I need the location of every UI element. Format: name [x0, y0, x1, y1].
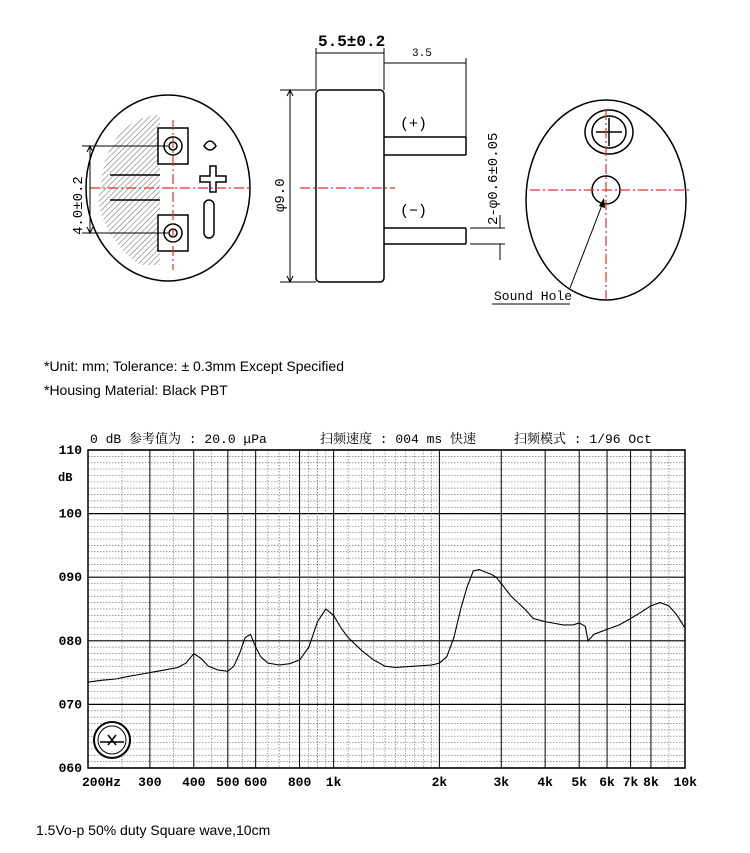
dim-width-label: 5.5±0.2 [318, 33, 386, 51]
x-tick-label: 200Hz [82, 775, 122, 790]
chart-grid [88, 450, 685, 768]
y-unit-label: dB [58, 471, 73, 485]
response-curve [88, 570, 685, 683]
y-tick-labels [59, 443, 83, 776]
chart-series [88, 570, 685, 683]
y-tick-label: 110 [58, 443, 82, 458]
side-view [316, 90, 466, 282]
cry-sound-logo [94, 722, 130, 758]
mechanical-drawing [0, 0, 750, 340]
test-condition-note: 1.5Vo-p 50% duty Square wave,10cm [36, 822, 271, 838]
chart-header-mode: 扫频模式 : 1/96 Oct [514, 432, 652, 447]
x-tick-label: 8k [643, 775, 659, 790]
y-tick-label: 100 [58, 506, 82, 522]
x-tick-labels [82, 775, 697, 790]
chart-header-ref: 0 dB 参考值为 : 20.0 μPa [90, 432, 267, 447]
x-tick-label: 2k [431, 775, 448, 790]
x-tick-label: 5k [571, 775, 588, 790]
y-tick-label: 090 [58, 570, 82, 586]
y-tick-label: 060 [58, 761, 82, 776]
side-view-dimensions [280, 48, 505, 282]
chart-header-speed: 扫频速度 : 004 ms 快速 [320, 432, 477, 447]
top-view-centerlines [530, 110, 690, 300]
x-tick-label: 500 [216, 775, 240, 790]
x-tick-label: 800 [287, 775, 312, 790]
x-tick-label: 600 [243, 775, 268, 790]
dim-diameter-label: φ9.0 [273, 178, 289, 212]
sound-hole-leader [570, 200, 604, 288]
frequency-response-chart [0, 420, 750, 800]
dim-pin-length-label: 3.5 [412, 48, 432, 60]
x-tick-label: 4k [537, 775, 553, 790]
x-tick-label: 1k [325, 775, 342, 790]
material-note: *Housing Material: Black PBT [44, 382, 228, 398]
x-tick-label: 300 [138, 775, 162, 790]
dim-pitch-label: 4.0±0.2 [71, 176, 87, 235]
y-tick-label: 080 [58, 633, 82, 649]
x-tick-label: 6k [599, 775, 615, 790]
y-tick-label: 070 [58, 697, 82, 713]
polarity-minus-label: (−) [400, 203, 428, 220]
unit-note: *Unit: mm; Tolerance: ± 0.3mm Except Specified [44, 358, 344, 374]
polarity-plus-label: (+) [400, 116, 428, 133]
sound-hole-label: Sound Hole [494, 289, 573, 304]
x-tick-label: 7k [622, 775, 639, 790]
x-tick-label: 400 [182, 775, 206, 790]
x-tick-label: 10k [673, 775, 697, 790]
x-tick-label: 3k [493, 775, 510, 790]
dim-pin-dia-label: 2-φ0.6±0.05 [486, 132, 502, 225]
